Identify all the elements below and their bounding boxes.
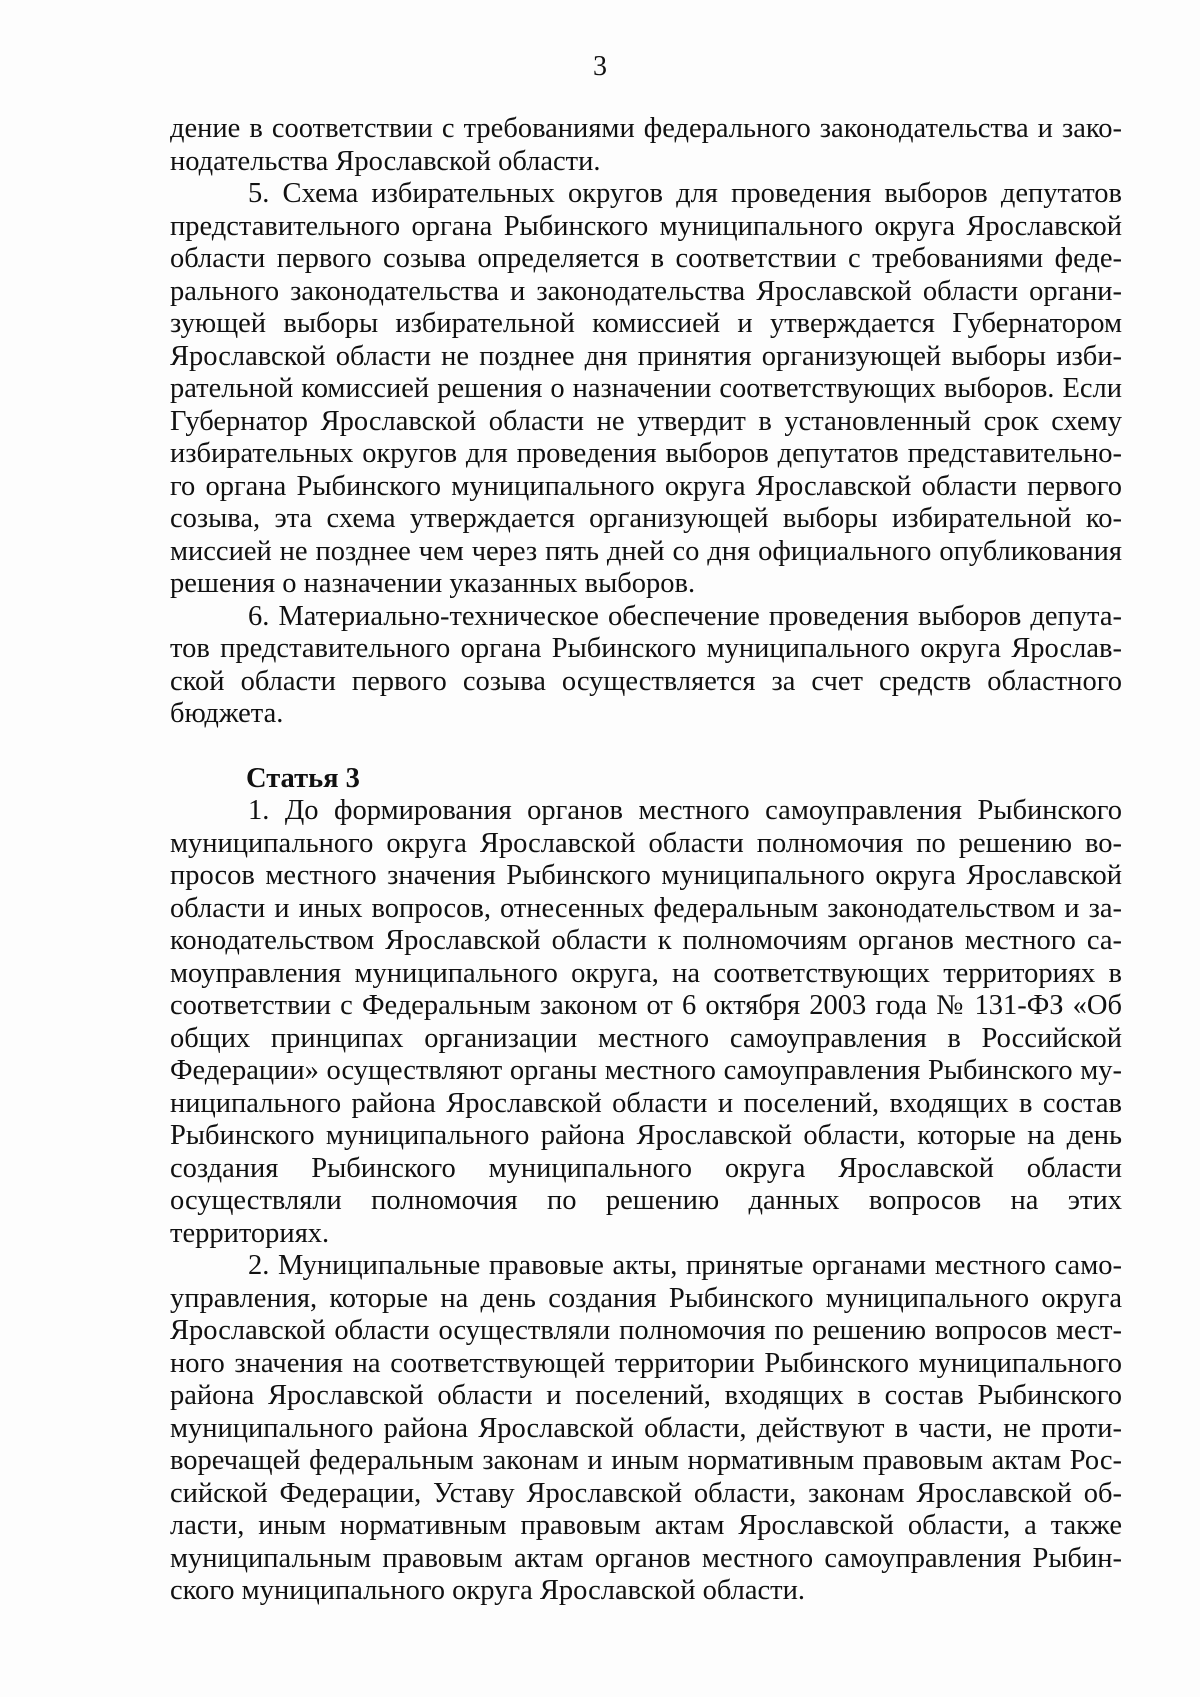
article-heading: Статья 3 (246, 762, 360, 794)
section-spacer (170, 731, 1122, 763)
paragraph-item-5: 5. Схема избирательных округов для проведения выборов депутатов представительного органа Рыбинского муниципального округа Ярославской области первого созыва определяется в соответствии с требованиями федерального законодательства и законодательства Ярославской области организующей выборы избирательной комиссией и утверждается Губернатором Ярославской области не позднее дня принятия организующей выборы избирательной комиссией решения о назначении соответствующих выборов. Если Губернатор Ярославской области не утвердит в установленный срок схему избирательных округов для проведения выборов депутатов представительного органа Рыбинского муниципального округа Ярославской области первого созыва, эта схема утверждается организующей выборы избирательной комиссией не позднее чем через пять дней со дня официального опубликования решения о назначении указанных выборов. (170, 178, 1122, 599)
article-paragraph-2: 2. Муниципальные правовые акты, принятые органами местного самоуправления, которые на день создания Рыбинского муниципального округа Ярославской области осуществляли полномочия по решению вопросов местного значения на соответствующей территории Рыбинского муниципального района Ярославской области и поселений, входящих в состав Рыбинского муниципального района Ярославской области, действуют в части, не противоречащей федеральным законам и иным нормативным правовым актам Российской Федерации, Уставу Ярославской области, законам Ярославской области, иным нормативным правовым актам Ярославской области, а также муниципальным правовым актам органов местного самоуправления Рыбинского муниципального округа Ярославской области. (170, 1250, 1122, 1606)
article-paragraph-1: 1. До формирования органов местного самоуправления Рыбинского муниципального округа Ярославской области полномочия по решению вопросов местного значения Рыбинского муниципального округа Ярославской области и иных вопросов, отнесенных федеральным законодательством и законодательством Ярославской области к полномочиям органов местного самоуправления муниципального округа, на соответствующих территориях в соответствии с Федеральным законом от 6 октября 2003 года № 131-ФЗ «Об общих принципах организации местного самоуправления в Российской Федерации» осуществляют органы местного самоуправления Рыбинского муниципального района Ярославской области и поселений, входящих в состав Рыбинского муниципального района Ярославской области, которые на день создания Рыбинского муниципального округа Ярославской области осуществляли полномочия по решению данных вопросов на этих территориях. (170, 795, 1122, 1249)
paragraph-continuation: дение в соответствии с требованиями федерального законодательства и законодательства Ярославской области. (170, 113, 1122, 177)
document-body (170, 113, 1122, 1608)
page-number: 3 (593, 51, 607, 82)
paragraph-item-6: 6. Материально-техническое обеспечение проведения выборов депутатов представительного органа Рыбинского муниципального округа Ярославской области первого созыва осуществляется за счет средств областного бюджета. (170, 600, 1122, 729)
